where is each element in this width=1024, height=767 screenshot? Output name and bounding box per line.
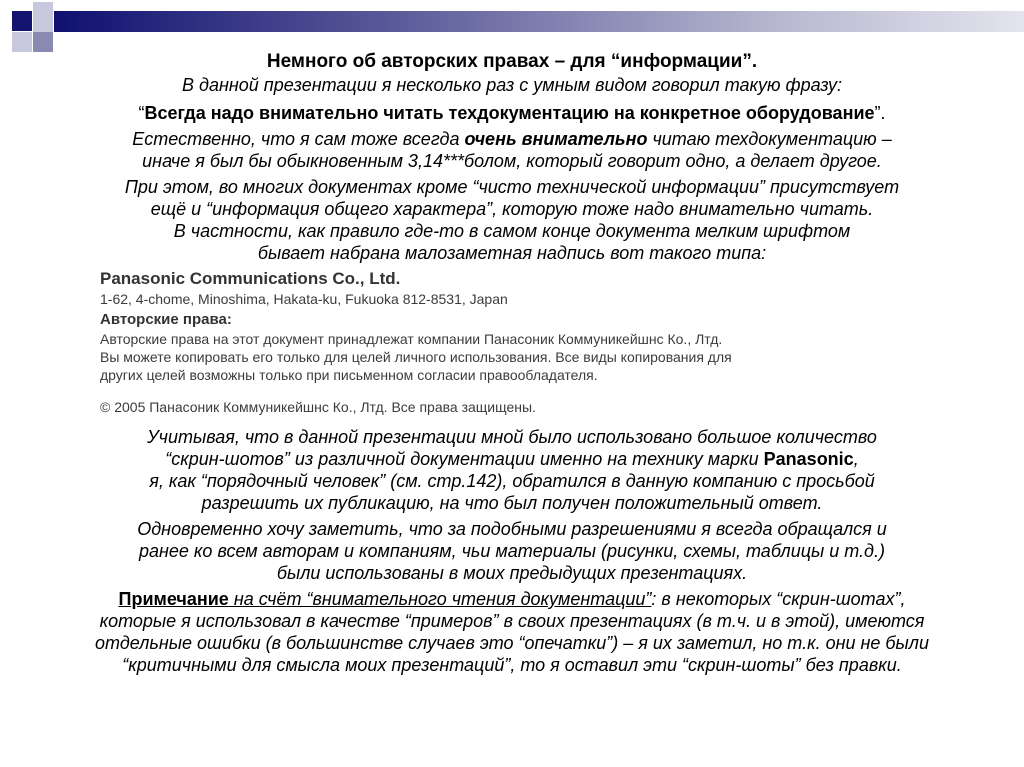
notice-line-2: Вы можете копировать его только для целей личного использования. Все виды копирования для (100, 349, 732, 365)
header-square-navy (12, 11, 32, 31)
paragraph-4-line-3: были использованы в моих предыдущих презентациях. (276, 563, 748, 583)
note-label: Примечание (118, 589, 229, 609)
paragraph-4-line-2: ранее ко всем авторам и компаниям, чьи материалы (рисунки, схемы, таблицы и т.д.) (138, 541, 885, 561)
paragraph-1 (20, 128, 1004, 172)
paragraph-2 (20, 176, 1004, 264)
note-line-3: отдельные ошибки (в большинстве случаев это “опечатки”) – я их заметил, но т.к. они не были (95, 633, 929, 653)
paragraph-3-line-4: разрешить их публикацию, на что был получен положительный ответ. (201, 493, 823, 513)
paragraph-3-line-2: “скрин-шотов” из различной документации именно на технику марки Panasonic, (165, 449, 859, 469)
notice-heading: Авторские права: (100, 311, 232, 328)
note-paragraph (20, 588, 1004, 676)
header-square-mid (33, 32, 53, 52)
note-line-2: которые я использовал в качестве “примеров” в своих презентациях (в т.ч. и в этой), имеются (99, 611, 925, 631)
paragraph-1-line-2: иначе я был бы обыкновенным 3,14***болом, который говорит одно, а делает другое. (142, 151, 882, 171)
header-square-light (12, 32, 32, 52)
paragraph-4-line-1: Одновременно хочу заметить, что за подобными разрешениями я всегда обращался и (137, 519, 887, 539)
paragraph-2-line-3: В частности, как правило где-то в самом конце документа мелким шрифтом (173, 221, 851, 241)
notice-company: Panasonic Communications Co., Ltd. (100, 269, 401, 288)
paragraph-2-line-4: бывает набрана малозаметная надпись вот такого типа: (257, 243, 767, 263)
quote-open: “ (138, 103, 145, 123)
note-line-1: Примечание на счёт “внимательного чтения документации”: в некоторых “скрин-шотах”, (118, 589, 906, 609)
quote-close: ”. (874, 103, 886, 123)
notice-copyright: © 2005 Панасоник Коммуникейшнс Ко., Лтд. Все права защищены. (100, 399, 536, 415)
paragraph-3 (20, 426, 1004, 514)
paragraph-1-line-1: Естественно, что я сам тоже всегда очень внимательно читаю техдокументацию – (132, 129, 892, 149)
paragraph-4 (20, 518, 1004, 584)
note-line-4: “критичными для смысла моих презентаций”, то я оставил эти “скрин-шоты” без правки. (122, 655, 902, 675)
paragraph-3-line-1: Учитывая, что в данной презентации мной было использовано большое количество (147, 427, 877, 447)
notice-line-1: Авторские права на этот документ принадлежат компании Панасоник Коммуникейшнс Ко., Лтд. (100, 331, 723, 347)
header-square-light (33, 2, 53, 32)
quote-line (20, 102, 1004, 124)
notice-address: 1-62, 4-chome, Minoshima, Hakata-ku, Fukuoka 812-8531, Japan (100, 291, 508, 307)
paragraph-2-line-2: ещё и “информация общего характера”, которую тоже надо внимательно читать. (150, 199, 874, 219)
slide-content (20, 50, 1004, 676)
notice-line-3: других целей возможны только при письменном согласии правообладателя. (100, 367, 598, 383)
copyright-notice-screenshot (100, 268, 740, 416)
quote-text: Всегда надо внимательно читать техдокументацию на конкретное оборудование (144, 103, 875, 123)
slide-title: Немного об авторских правах – для “информации”. (266, 51, 758, 72)
paragraph-2-line-1: При этом, во многих документах кроме “чисто технической информации” присутствует (124, 177, 900, 197)
paragraph-3-line-3: я, как “порядочный человек” (см. стр.142), обратился в данную компанию с просьбой (149, 471, 875, 491)
intro-text: В данной презентации я несколько раз с умным видом говорил такую фразу: (182, 75, 842, 95)
brand-name: Panasonic (763, 449, 854, 469)
header-gradient-bar (54, 11, 1024, 32)
